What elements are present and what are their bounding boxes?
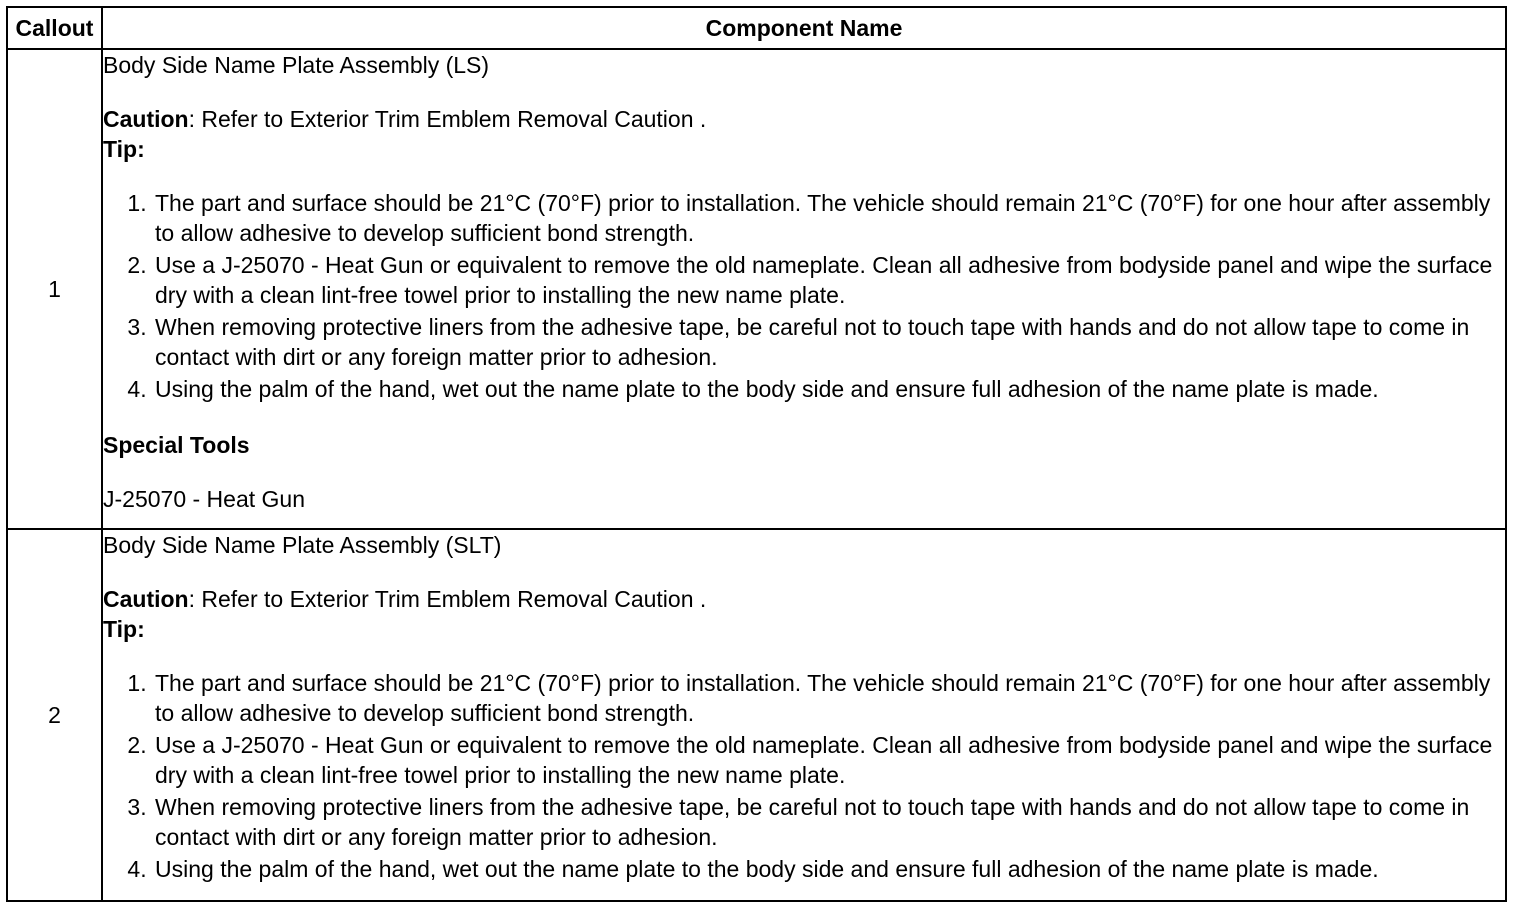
list-item: 3. When removing protective liners from the adhesive tape, be careful not to touch tape with hands and do not allow tape to come in contact with dirt or any foreign matter prior to adhesion. [153,792,1505,852]
special-tools-heading: Special Tools [103,432,250,458]
header-row [7,7,1506,49]
caution-label: Caution [103,106,189,132]
caution-label: Caution [103,586,189,612]
special-tool-item: J-25070 - Heat Gun [103,486,306,512]
list-item: 2. Use a J-25070 - Heat Gun or equivalent to remove the old nameplate. Clean all adhesive from bodyside panel and wipe the surface dry with a clean lint-free towel prior to installing the new name plate. [153,730,1505,790]
component-cell [102,529,1506,901]
tip-label: Tip: [103,616,145,642]
header-callout: Callout [7,7,102,49]
list-item: 1. The part and surface should be 21°C (70°F) prior to installation. The vehicle should remain 21°C (70°F) for one hour after assembly to allow adhesive to develop sufficient bond strength. [153,668,1505,728]
caution-line [103,584,1505,614]
list-item: 3. When removing protective liners from the adhesive tape, be careful not to touch tape with hands and do not allow tape to come in contact with dirt or any foreign matter prior to adhesion. [153,312,1505,372]
component-title: Body Side Name Plate Assembly (SLT) [103,532,502,558]
tip-list [103,668,1505,884]
component-title: Body Side Name Plate Assembly (LS) [103,52,490,78]
tip-label: Tip: [103,136,145,162]
caution-text: : Refer to Exterior Trim Emblem Removal Caution . [188,106,707,132]
list-item: 4. Using the palm of the hand, wet out the name plate to the body side and ensure full adhesion of the name plate is made. [153,854,1505,884]
tip-list [103,188,1505,404]
component-cell [102,49,1506,529]
callout-cell: 2 [7,529,102,901]
callout-cell: 1 [7,49,102,529]
caution-text: : Refer to Exterior Trim Emblem Removal Caution . [188,586,707,612]
component-table [6,6,1507,902]
table-row [7,49,1506,529]
list-item: 1. The part and surface should be 21°C (70°F) prior to installation. The vehicle should remain 21°C (70°F) for one hour after assembly to allow adhesive to develop sufficient bond strength. [153,188,1505,248]
caution-line [103,104,1505,134]
list-item: 4. Using the palm of the hand, wet out the name plate to the body side and ensure full adhesion of the name plate is made. [153,374,1505,404]
list-item: 2. Use a J-25070 - Heat Gun or equivalent to remove the old nameplate. Clean all adhesive from bodyside panel and wipe the surface dry with a clean lint-free towel prior to installing the new name plate. [153,250,1505,310]
header-component-name: Component Name [102,7,1506,49]
table-row [7,529,1506,901]
